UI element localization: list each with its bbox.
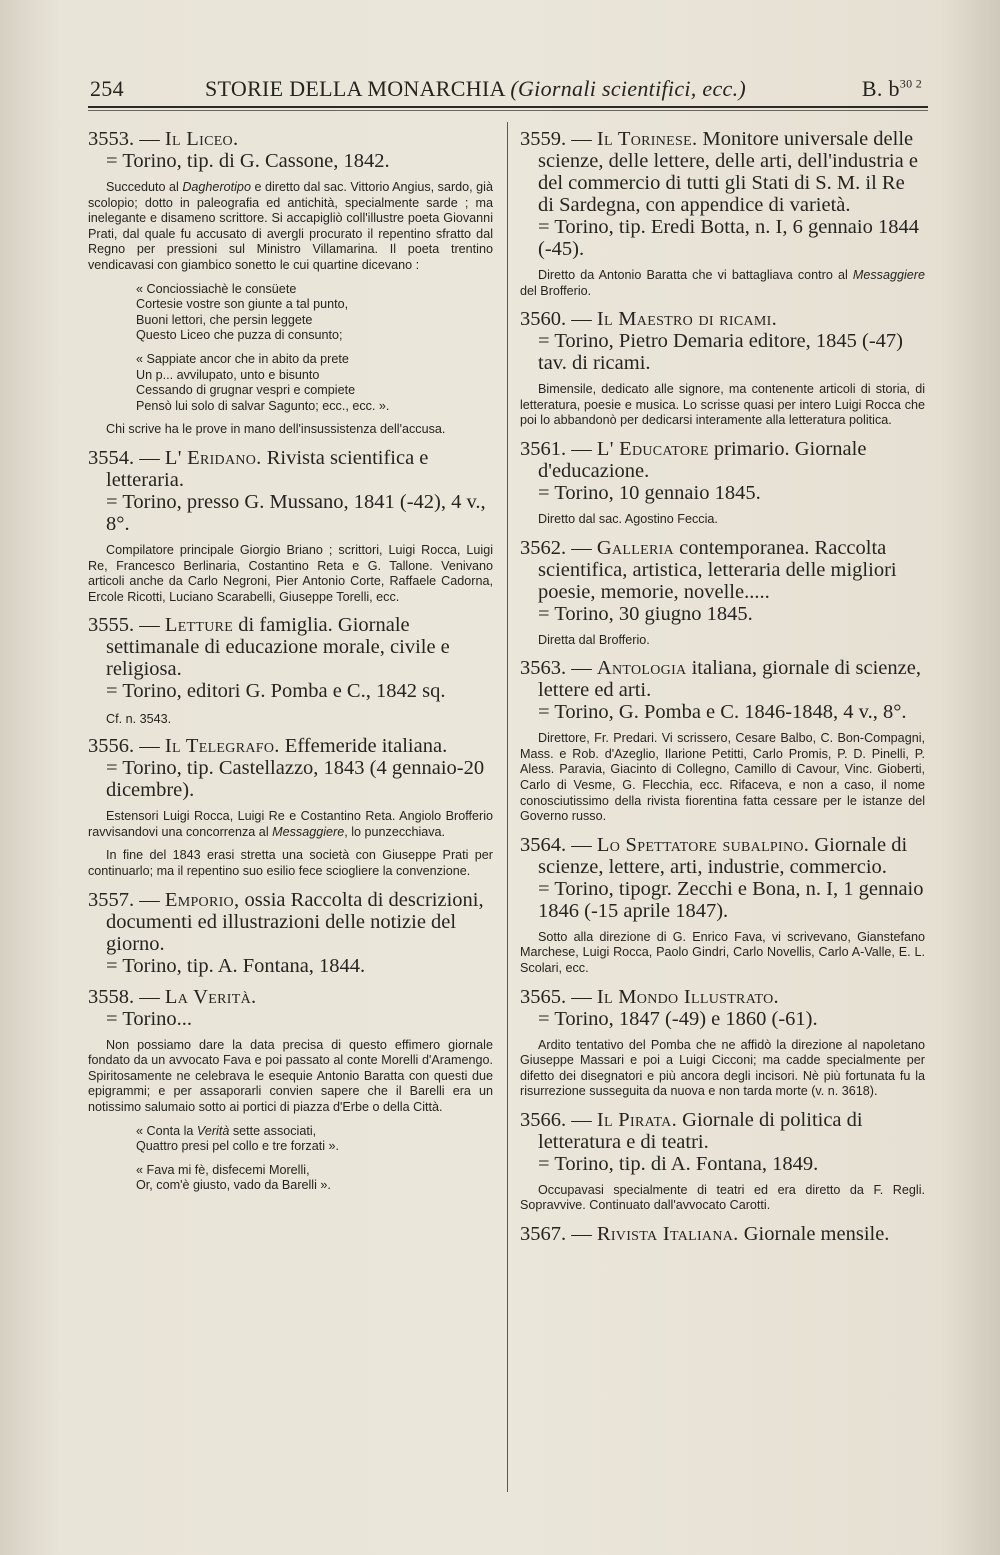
entry-note — [88, 809, 493, 840]
entry-heading — [520, 438, 925, 482]
entry-number: 3553. — — [88, 128, 160, 150]
entry-number: 3564. — — [520, 833, 592, 856]
entry-title: Emporio, — [164, 888, 240, 911]
entry-3564 — [520, 834, 925, 977]
entry-3561 — [520, 438, 925, 528]
epigram-1 — [136, 1124, 493, 1155]
note-italic: Messaggiere — [852, 268, 925, 282]
entry-note: Non possiamo dare la data precisa di questo effimero giornale fondato da un avvocato Fava e poi passato al conte Morelli d'Aramengo. Spiritosamente ne celebrava le esequie Antonio Baratta con questi due epigrammi; e per assaporarli convien sapere che il Barelli era un notissimo salumaio sotto ai portici di piazza d'Erbe o della Città. — [88, 1037, 493, 1115]
entry-title: Antologia — [596, 657, 687, 680]
entry-title: Il Maestro di ricami. — [596, 308, 778, 331]
entry-number: 3559. — — [520, 128, 592, 150]
entry-heading — [88, 735, 493, 757]
entry-number: 3558. — — [88, 985, 160, 1008]
entry-note — [520, 268, 925, 299]
entry-number: 3554. — — [88, 446, 160, 469]
entry-imprint: = Torino, tip. Castellazzo, 1843 (4 gennaio-20 dicembre). — [106, 757, 485, 802]
entry-number: 3565. — — [520, 985, 592, 1008]
note-text: e diretto dal sac. Vittorio Angius, sardo, già scolopio; dotto in paleografia ed antichità, specialmente sarde ; ma inelegante e disameno scrittore. Si accapigliò coll'illustre poeta Giovanni Prati, dal quale fu accusato di avergli procurato il repentino sfratto dal Regno per pressioni sul Ministro Villamarina. Il poeta trentino vendicavasi con giambico sonetto le cui quartine dicevano : — [88, 180, 493, 272]
right-column — [520, 128, 925, 1254]
signature-superscript: 30 2 — [899, 76, 922, 91]
entry-heading — [520, 986, 925, 1008]
running-header — [90, 70, 922, 104]
note-text: Diretto da Antonio Baratta che vi battagliava contro al — [538, 268, 853, 282]
verse-text: sette associati, Quattro presi pel collo e tre forzati ». — [136, 1123, 339, 1154]
running-title: STORIE DELLA MONARCHIA — [205, 76, 505, 101]
left-column — [88, 128, 493, 1203]
entry-title: L' Eridano. — [164, 446, 262, 469]
header-rule-thin — [88, 110, 928, 111]
entry-subtitle: primario. Giornale d'educazione. — [538, 437, 867, 482]
verse-italic: Verità — [196, 1123, 230, 1138]
entry-title: Il Torinese. — [596, 128, 698, 150]
entry-number: 3563. — — [520, 657, 592, 680]
entry-subtitle: Giornale di scienze, lettere, arti, industrie, commercio. — [538, 833, 908, 878]
entry-note-2: Chi scrive ha le prove in mano dell'insussistenza dell'accusa. — [106, 422, 446, 437]
entry-note: Diretto dal sac. Agostino Feccia. — [538, 511, 718, 526]
entry-title: Galleria — [596, 536, 674, 559]
entry-heading — [88, 986, 493, 1008]
entry-title: Il Pirata. — [596, 1108, 678, 1131]
entry-number: 3567. — — [520, 1223, 592, 1246]
entry-3560 — [520, 308, 925, 429]
note-text: Succeduto al — [106, 180, 183, 194]
note-italic: Dagherotipo — [182, 180, 251, 194]
entry-title: Il Telegrafo. — [164, 735, 280, 758]
entry-heading — [520, 657, 925, 701]
entry-imprint: = Torino, tip. Eredi Botta, n. I, 6 gennaio 1844 (-45). — [538, 216, 919, 260]
signature-letter: B. b — [861, 76, 900, 101]
entry-3566 — [520, 1109, 925, 1214]
entry-note: Direttore, Fr. Predari. Vi scrissero, Cesare Balbo, C. Bon-Compagni, Mass. e Rob. d'Azeglio, Ilarione Petitti, Carlo Promis, P. D. Pinelli, P. Aless. Paravia, Giacinto di Collegno, Camillo di Cavour, Vinc. Gioberti, Carlo di Vesme, G. Flecchia, ecc. Rifaceva, e non a caso, il nome conosciutissimo della rivista fiorentina fatta cessare per le istanze del Governo russo. — [520, 731, 925, 824]
entry-imprint: = Torino... — [106, 1007, 193, 1030]
epigram-2: « Fava mi fè, disfecemi Morelli, Or, com'è giusto, vado da Barelli ». — [136, 1162, 331, 1193]
entry-imprint: = Torino, editori G. Pomba e C., 1842 sq. — [106, 680, 446, 703]
column-divider — [507, 122, 508, 1492]
entry-heading — [88, 128, 493, 150]
entry-title: Il Liceo. — [164, 128, 239, 150]
entry-note-2: In fine del 1843 erasi stretta una società con Giuseppe Prati per continuarlo; ma il repentino suo esilio fece sciogliere la convenzione. — [88, 848, 493, 879]
note-italic: Messaggiere — [272, 824, 345, 839]
entry-3562 — [520, 537, 925, 649]
entry-3567 — [520, 1223, 925, 1245]
cross-reference: Cf. n. 3543. — [106, 712, 172, 727]
entry-note: Ardito tentativo del Pomba che ne affidò la direzione al napoletano Giuseppe Massari e poi a Luigi Cicconi; ma cadde specialmente per difetto dei disegnatori e più ancora degli incisori. Nè più fortunata fu la risurrezione susseguita da nuova e non tarda morte (v. n. 3618). — [520, 1037, 925, 1099]
entry-3555 — [88, 614, 493, 726]
header-rule — [88, 106, 928, 108]
entry-number: 3561. — — [520, 437, 592, 460]
note-text: del Brofferio. — [520, 283, 592, 298]
entry-note — [88, 180, 493, 274]
entry-subtitle: Monitore universale delle scienze, delle lettere, delle arti, dell'industria e del commercio di tutti gli Stati di S. M. il Re di Sardegna, con appendice di varietà. — [538, 128, 918, 216]
entry-3559 — [520, 128, 925, 299]
entry-heading — [88, 889, 493, 955]
entry-heading — [520, 1223, 925, 1245]
entry-heading — [520, 308, 925, 330]
entry-imprint: = Torino, tipogr. Zecchi e Bona, n. I, 1 gennaio 1846 (-15 aprile 1847). — [538, 877, 924, 922]
entry-title: L' Educatore — [596, 437, 709, 460]
entry-subtitle: di famiglia. Giornale settimanale di educazione morale, civile e religiosa. — [106, 614, 450, 681]
entry-3556 — [88, 735, 493, 879]
verse-quatrain-1: « Conciossiachè le consüete Cortesie vostre son giunte a tal punto, Buoni lettori, che persin leggete Questo Liceo che puzza di consunto; — [136, 281, 349, 343]
note-text: , lo punzecchiava. — [344, 824, 446, 839]
entry-heading — [88, 614, 493, 680]
verse-quatrain-2: « Sappiate ancor che in abito da prete Un p... avvilupato, unto e bisunto Cessando di grugnar vespri e compiete Pensò lui solo di salvar Sagunto; ecc., ecc. ». — [136, 351, 390, 413]
entry-title: Il Mondo Illustrato. — [596, 985, 779, 1008]
entry-number: 3557. — — [88, 888, 160, 911]
entry-heading — [520, 1109, 925, 1153]
entry-heading — [520, 834, 925, 878]
entry-number: 3556. — — [88, 735, 160, 758]
entry-3553 — [88, 128, 493, 438]
entry-heading — [88, 447, 493, 491]
running-subtitle: (Giornali scientifici, ecc.) — [510, 76, 747, 101]
entry-3565 — [520, 986, 925, 1100]
entry-number: 3562. — — [520, 536, 592, 559]
entry-subtitle: ossia Raccolta di descrizioni, documenti ed illustrazioni delle notizie del giorno. — [106, 888, 484, 955]
entry-title: La Verità. — [164, 985, 257, 1008]
entry-imprint: = Torino, Pietro Demaria editore, 1845 (-47) tav. di ricami. — [538, 330, 903, 375]
entry-subtitle: Rivista scientifica e letteraria. — [106, 446, 429, 491]
entry-note: Sotto alla direzione di G. Enrico Fava, vi scrivevano, Gianstefano Marchese, Luigi Rocca, Paolo Gindri, Carlo Novellis, Carlo A-Valle, E. L. Scolari, ecc. — [520, 929, 925, 975]
entry-note: Occupavasi specialmente di teatri ed era diretto da F. Regli. Sopravvive. Continuato dall'avvocato Carotti. — [520, 1182, 925, 1213]
entry-imprint: = Torino, tip. A. Fontana, 1844. — [106, 954, 366, 977]
entry-subtitle: Giornale mensile. — [738, 1223, 890, 1246]
verse-text: « Conta la — [136, 1123, 197, 1138]
entry-number: 3560. — — [520, 308, 592, 331]
entry-imprint: = Torino, 10 gennaio 1845. — [538, 481, 761, 504]
signature-mark — [862, 76, 922, 102]
entry-imprint: = Torino, presso G. Mussano, 1841 (-42), 4 v., 8°. — [106, 490, 486, 535]
running-title-wrap — [205, 76, 746, 102]
entry-title: Letture — [164, 614, 234, 637]
entry-imprint: = Torino, 1847 (-49) e 1860 (-61). — [538, 1007, 818, 1030]
entry-heading — [520, 128, 925, 216]
entry-number: 3555. — — [88, 614, 160, 637]
entry-title: Rivista Italiana. — [596, 1223, 739, 1246]
entry-note: Compilatore principale Giorgio Briano ; scrittori, Luigi Rocca, Luigi Re, Francesco Berlinaria, Costantino Reta e G. Tallone. Venivano articoli anche da Carlo Negroni, Pier Antonio Corte, Raffaele Cadorna, Ercole Ricotti, Luciano Scarabelli, Giuseppe Torelli, ecc. — [88, 542, 493, 604]
entry-imprint: = Torino, tip. di A. Fontana, 1849. — [538, 1152, 819, 1175]
entry-subtitle: contemporanea. Raccolta scientifica, artistica, letteraria delle migliori poesie, memorie, novelle..... — [538, 536, 897, 603]
entry-subtitle: Giornale di politica di letteratura e di teatri. — [538, 1108, 863, 1153]
entry-subtitle: italiana, giornale di scienze, lettere ed arti. — [538, 657, 921, 702]
entry-title: Lo Spettatore subalpino. — [596, 833, 810, 856]
page-number: 254 — [90, 76, 124, 101]
entry-note: Diretta dal Brofferio. — [538, 632, 650, 647]
entry-3558 — [88, 986, 493, 1194]
entry-note: Bimensile, dedicato alle signore, ma contenente articoli di storia, di letteratura, poesie e musica. Lo scrisse quasi per intero Luigi Rocca che poi lo abbandonò per dedicarsi interamente alla letteratura politica. — [520, 382, 925, 428]
entry-3554 — [88, 447, 493, 605]
note-text: Estensori Luigi Rocca, Luigi Re e Costantino Reta. Angiolo Brofferio ravvisandovi una concorrenza al — [88, 809, 493, 839]
entry-imprint: = Torino, G. Pomba e C. 1846-1848, 4 v., 8°. — [538, 701, 907, 724]
entry-heading — [520, 537, 925, 603]
entry-3563 — [520, 657, 925, 825]
entry-number: 3566. — — [520, 1108, 592, 1131]
entry-3557 — [88, 889, 493, 977]
entry-imprint: = Torino, 30 giugno 1845. — [538, 602, 753, 625]
entry-imprint: = Torino, tip. di G. Cassone, 1842. — [106, 150, 390, 172]
entry-subtitle: Effemeride italiana. — [279, 735, 448, 758]
